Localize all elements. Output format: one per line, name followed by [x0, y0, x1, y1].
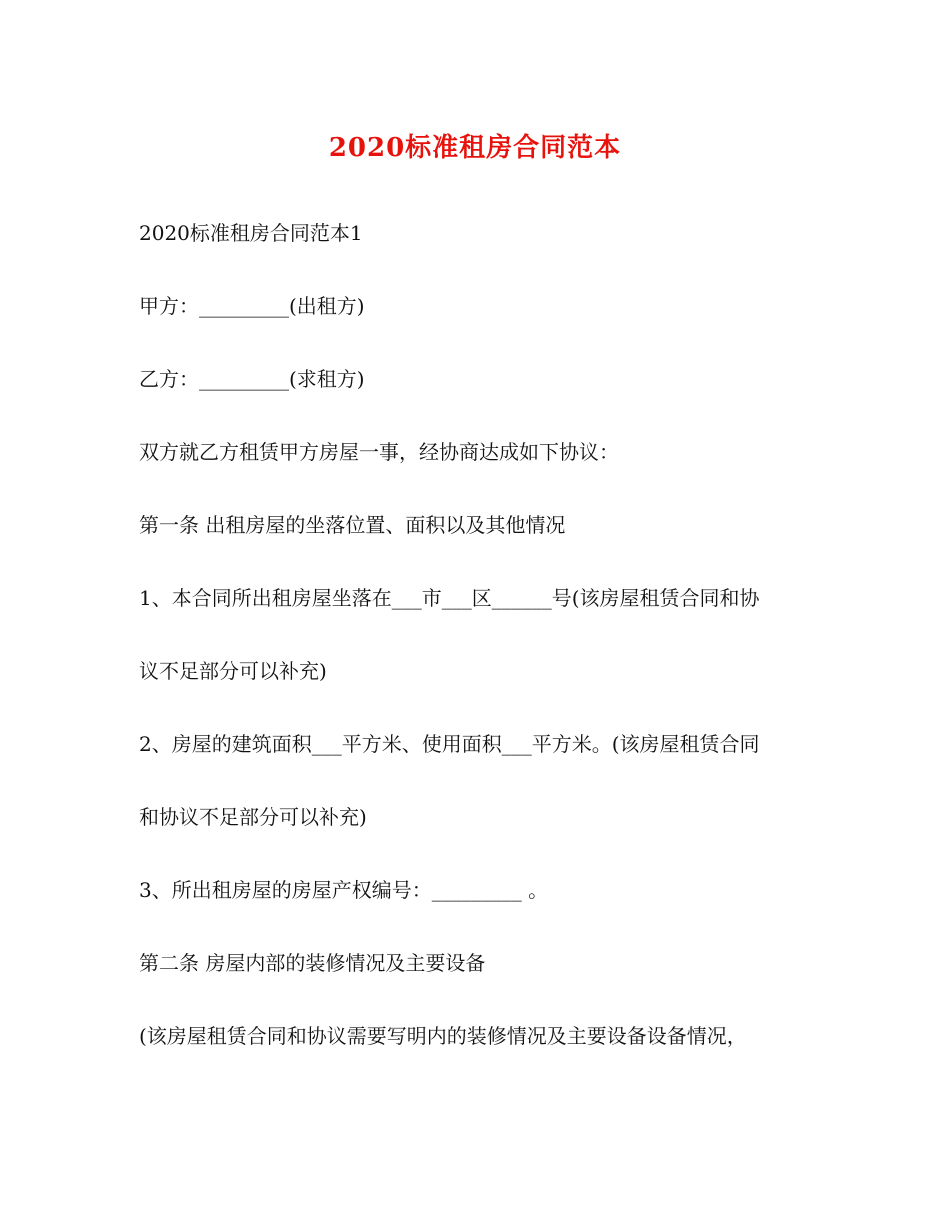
party-b-line: 乙方：_________(求租方) [139, 367, 365, 391]
party-a-line: 甲方：_________(出租方) [139, 294, 365, 318]
article-1-item-2: 2、房屋的建筑面积___平方米、使用面积___平方米。(该房屋租赁合同 [139, 732, 760, 756]
article-2-heading: 第二条 房屋内部的装修情况及主要设备 [139, 951, 486, 975]
article-1-item-3: 3、所出租房屋的房屋产权编号：_________ 。 [139, 878, 549, 902]
section-heading: 2020标准租房合同范本1 [139, 221, 363, 245]
article-1-item-1-cont: 议不足部分可以补充) [139, 659, 327, 683]
article-1-item-1: 1、本合同所出租房屋坐落在___市___区______号(该房屋租赁合同和协 [139, 586, 760, 610]
agreement-intro: 双方就乙方租赁甲方房屋一事，经协商达成如下协议： [139, 440, 619, 464]
article-2-note: (该房屋租赁合同和协议需要写明内的装修情况及主要设备设备情况， [139, 1024, 747, 1048]
document-title: 2020标准租房合同范本 [328, 133, 622, 163]
article-1-item-2-cont: 和协议不足部分可以补充) [139, 805, 367, 829]
article-1-heading: 第一条 出租房屋的坐落位置、面积以及其他情况 [139, 513, 566, 537]
